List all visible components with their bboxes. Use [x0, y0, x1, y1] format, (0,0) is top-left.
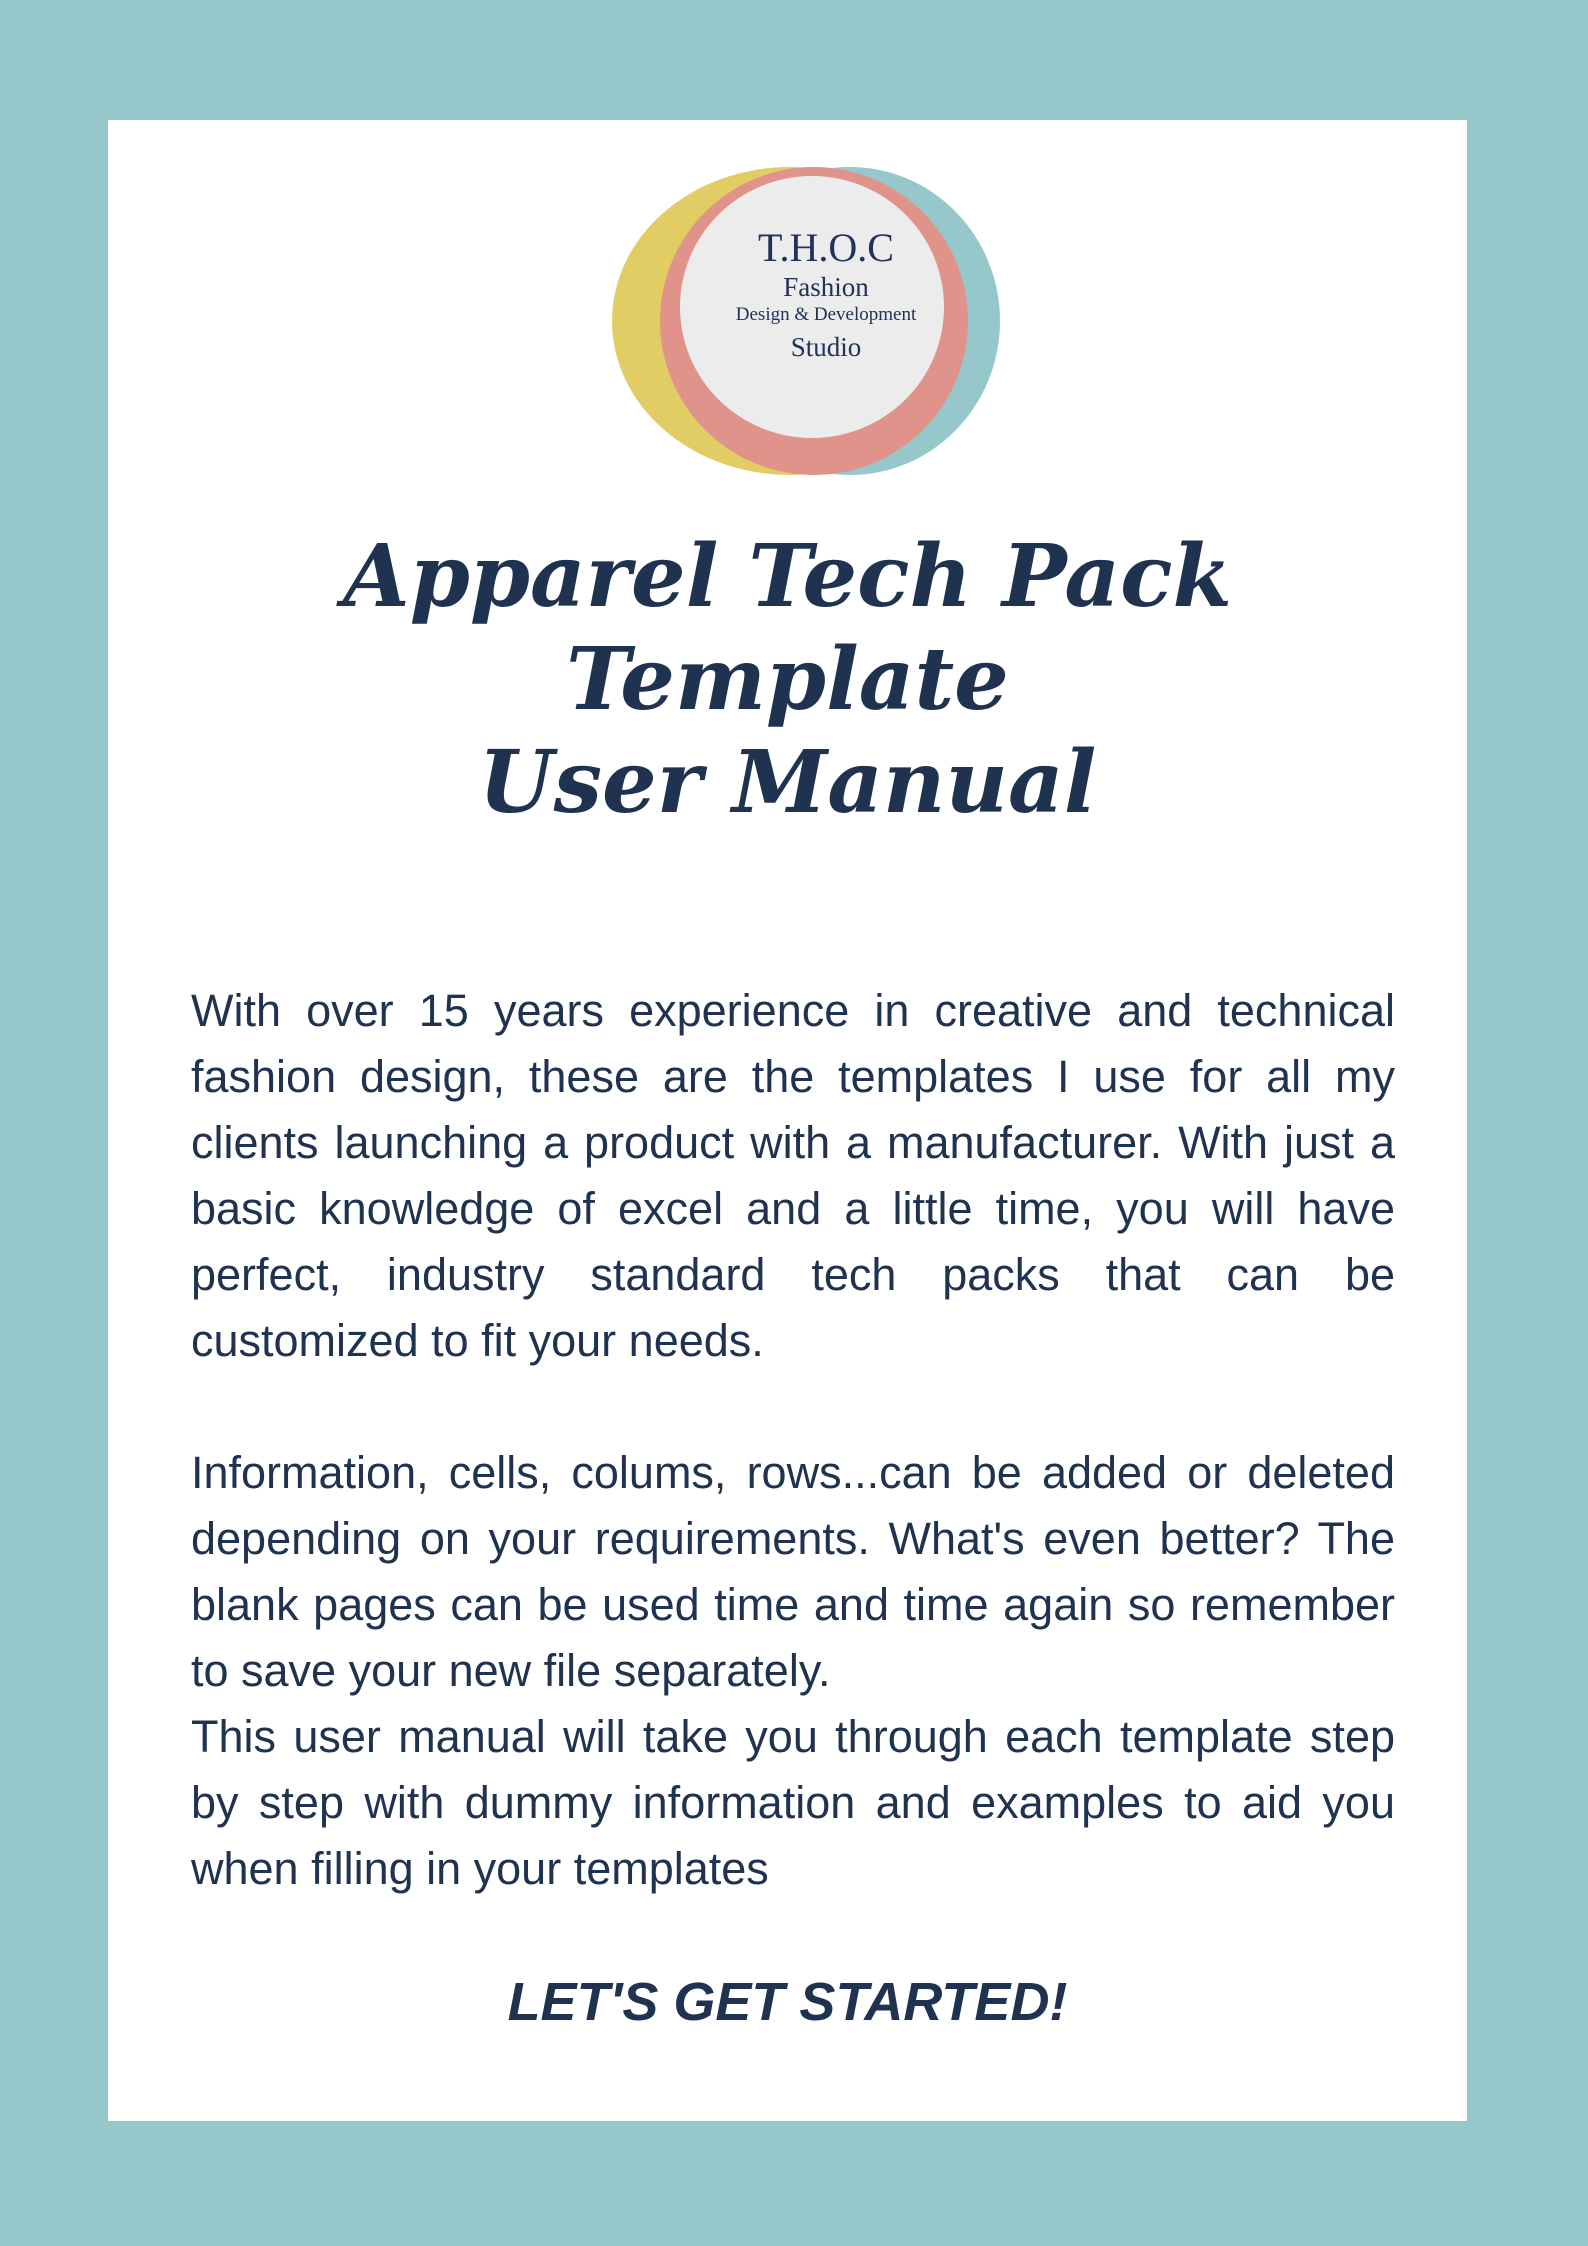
- intro-paragraph: With over 15 years experience in creative and technical fashion design, these are the templates I use for all my clients launching a product with a manufacturer. With just a basic knowledge of excel and a little time, you will have perfect, industry standard tech packs that can be customized to fit your needs.: [191, 985, 1395, 1366]
- manual-paragraph: This user manual will take you through each template step by step with dummy information and examples to aid you when filling in your templates: [191, 1711, 1395, 1894]
- logo-subtitle-studio: Studio: [790, 332, 862, 362]
- page-title: [108, 525, 1467, 834]
- document-page: [108, 120, 1467, 2121]
- studio-logo: [600, 166, 1000, 476]
- title-line-2: User Manual: [478, 732, 1097, 833]
- call-to-action: LET'S GET STARTED!: [507, 1972, 1068, 2032]
- title-line-1: Apparel Tech Pack Template: [342, 526, 1233, 730]
- logo-subtitle-design: Design & Development: [735, 304, 917, 325]
- logo-title: T.H.O.C: [758, 225, 894, 270]
- logo-subtitle-fashion: Fashion: [783, 272, 869, 302]
- flexibility-paragraph: Information, cells, colums, rows...can be added or deleted depending on your requirements. What's even better? The blank pages can be used time and time again so remember to save your new file separately.: [191, 1447, 1395, 1696]
